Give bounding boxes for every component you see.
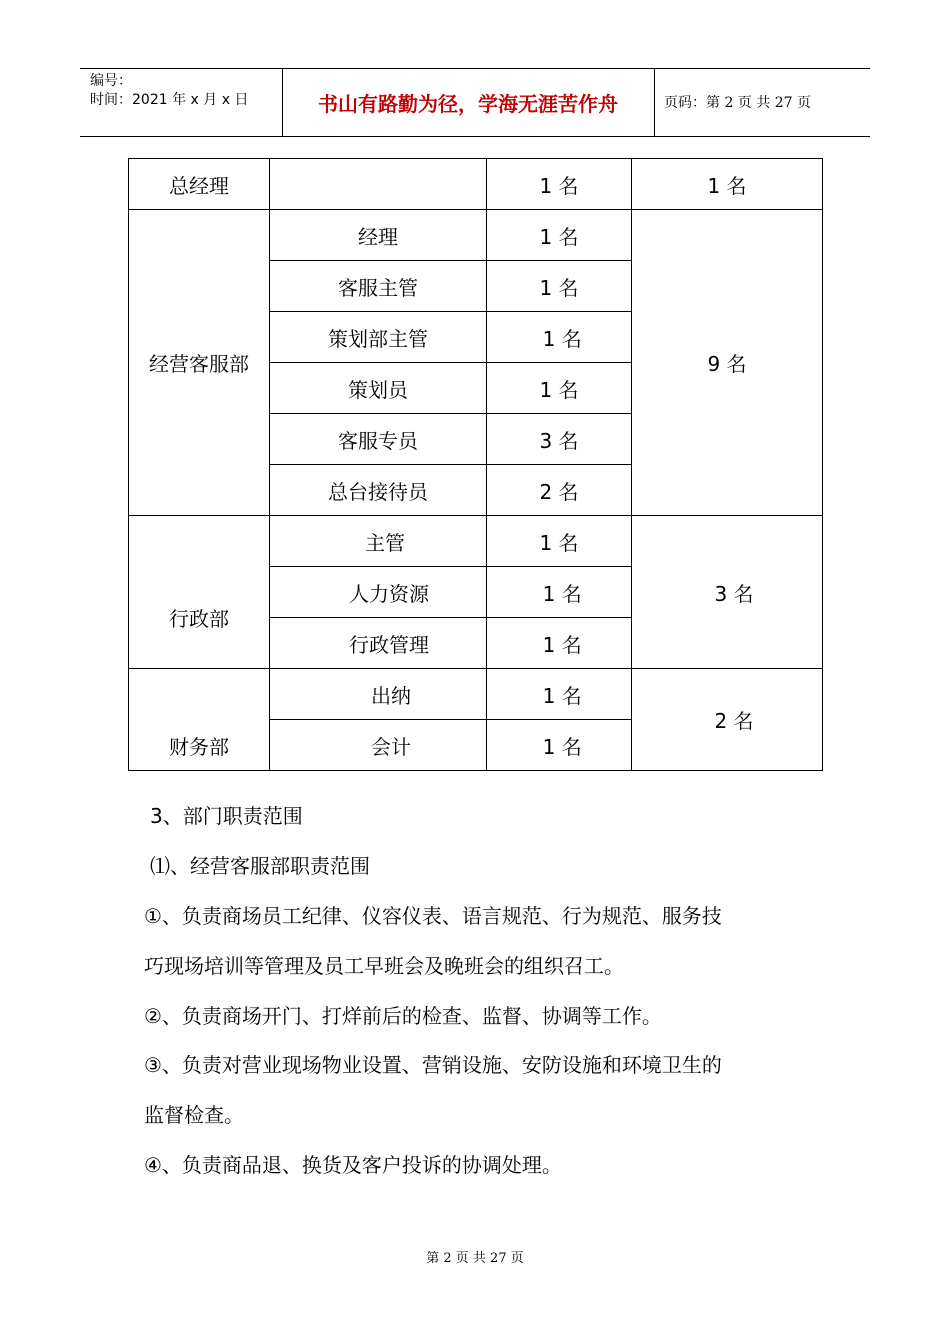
position-cell: [270, 159, 487, 210]
count-cell: 1 名: [487, 312, 632, 363]
dept-cell: 总经理: [129, 159, 270, 210]
position-cell: 客服主管: [270, 261, 487, 312]
header-page-info: 页码：第 2 页 共 27 页: [664, 95, 811, 111]
table-row: [129, 159, 823, 210]
duty-item-1-cont: 巧现场培训等管理及员工早班会及晚班会的组织召工。: [144, 954, 624, 978]
dept-cell: 财务部: [129, 669, 270, 771]
count-cell: 1 名: [487, 720, 632, 771]
position-cell: 行政管理: [270, 618, 487, 669]
position-cell: 经理: [270, 210, 487, 261]
duty-item-3: ③、负责对营业现场物业设置、营销设施、安防设施和环境卫生的: [144, 1053, 722, 1077]
staffing-table: [128, 158, 823, 771]
position-cell: 策划员: [270, 363, 487, 414]
count-cell: 3 名: [487, 414, 632, 465]
total-cell: 1 名: [632, 159, 823, 210]
subsection-title: ⑴、经营客服部职责范围: [150, 854, 370, 878]
dept-cell: 经营客服部: [129, 210, 270, 516]
dept-cell: 行政部: [129, 516, 270, 669]
header-motto: 书山有路勤为径，学海无涯苦作舟: [318, 91, 618, 116]
position-cell: 主管: [270, 516, 487, 567]
header-divider-right: [654, 68, 655, 136]
count-cell: 1 名: [487, 210, 632, 261]
position-cell: 出纳: [270, 669, 487, 720]
table-row: [129, 669, 823, 720]
document-number: 编号：: [90, 73, 132, 89]
table-row: [129, 516, 823, 567]
total-cell: 3 名: [632, 516, 823, 669]
page-footer: 第 2 页 共 27 页: [426, 1251, 524, 1266]
total-cell: 9 名: [632, 210, 823, 516]
count-cell: 2 名: [487, 465, 632, 516]
document-date: 时间：2021 年 x 月 x 日: [90, 92, 249, 108]
duty-item-2: ②、负责商场开门、打烊前后的检查、监督、协调等工作。: [144, 1004, 662, 1028]
count-cell: 1 名: [487, 618, 632, 669]
count-cell: 1 名: [487, 363, 632, 414]
count-cell: 1 名: [487, 159, 632, 210]
header-bottom-rule: [80, 136, 870, 137]
position-cell: 策划部主管: [270, 312, 487, 363]
header-meta: [90, 72, 248, 110]
count-cell: 1 名: [487, 567, 632, 618]
count-cell: 1 名: [487, 669, 632, 720]
total-cell: 2 名: [632, 669, 823, 771]
count-cell: 1 名: [487, 516, 632, 567]
duty-item-1: ①、负责商场员工纪律、仪容仪表、语言规范、行为规范、服务技: [144, 904, 722, 928]
position-cell: 会计: [270, 720, 487, 771]
count-cell: 1 名: [487, 261, 632, 312]
table-row: [129, 210, 823, 261]
position-cell: 人力资源: [270, 567, 487, 618]
position-cell: 客服专员: [270, 414, 487, 465]
section-title: 3、部门职责范围: [150, 804, 303, 828]
duty-item-3-cont: 监督检查。: [144, 1103, 244, 1127]
duty-item-4: ④、负责商品退、换货及客户投诉的协调处理。: [144, 1153, 562, 1177]
position-cell: 总台接待员: [270, 465, 487, 516]
